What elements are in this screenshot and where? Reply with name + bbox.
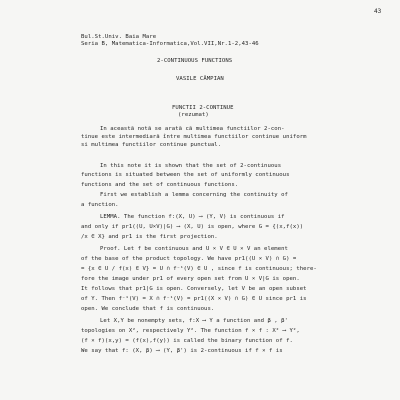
body-line: LEMMA. The function f:(X, U) ⟶ (Y, V) is continuous if [100, 214, 285, 220]
romanian-summary-subtitle: (rezumat) [178, 112, 209, 118]
body-line: tinue este intermediarã între multimea functiilor continue uniform [81, 134, 307, 140]
body-line: fore the image under pr1 of every open set from U × V|G is open. [81, 276, 300, 282]
body-line: open. We conclude that f is continuous. [81, 306, 215, 312]
body-line: First we establish a lemma concerning the continuity of [100, 192, 288, 198]
body-line: si multimea functiilor continue punctual. [81, 142, 222, 148]
body-line: (f × f)(x,y) = (f(x),f(y)) is called the binary function of f. [81, 338, 293, 344]
body-line: of Y. Then f⁻¹(V) = X ∩ f⁻¹(V) = pr1((X × V) ∩ G) ∈ U since pr1 is [81, 296, 307, 302]
body-line: In this note it is shown that the set of 2-continuous [100, 163, 282, 169]
body-line: functions is situated between the set of uniformly continuous [81, 172, 290, 178]
romanian-summary-title: FUNCTII 2-CONTINUE [172, 105, 234, 111]
body-line: Let X,Y be nonempty sets, f:X ⟶ Y a function and β , β' [100, 318, 288, 324]
body-line: topologies on X², respectively Y². The function f × f : X² ⟶ Y², [81, 328, 300, 334]
body-line: Proof. Let f be continuous and U × V ∈ U × V an element [100, 246, 288, 252]
body-line: = {x ∈ U / f(x) ∈ V} = U ∩ f⁻¹(V) ∈ U , since f is continuous; there- [81, 266, 317, 272]
body-line: functions and the set of continuous functions. [81, 182, 239, 188]
body-line: It follows that pr1|G is open. Conversely, let V be an open subset [81, 286, 307, 292]
author-name: VASILE CÂMPIAN [176, 76, 224, 82]
body-line: In aceastã notã se aratã cã multimea functiilor 2-con- [100, 126, 285, 132]
paper-title: 2-CONTINUOUS FUNCTIONS [157, 58, 233, 64]
journal-header-line-1: Bul.St.Univ. Baia Mare [81, 34, 157, 40]
page-number: 43 [374, 8, 382, 15]
body-line: We say that f: (X, β) ⟶ (Y, β') is 2-continuous if f × f is [81, 348, 283, 354]
journal-header-line-2: Seria B, Matematica-Informatica,Vol.VII,Nr.1-2,43-46 [81, 41, 259, 47]
body-line: of the base of the product topology. We have pr1((U × V) ∩ G) = [81, 256, 297, 262]
body-line: and only if pr1((U, U×V)|G) ⟶ (X, U) is open, where G = {(x,f(x)) [81, 224, 304, 230]
body-line: a function. [81, 202, 119, 208]
body-line: /x ∈ X} and pr1 is the first projection. [81, 234, 218, 240]
